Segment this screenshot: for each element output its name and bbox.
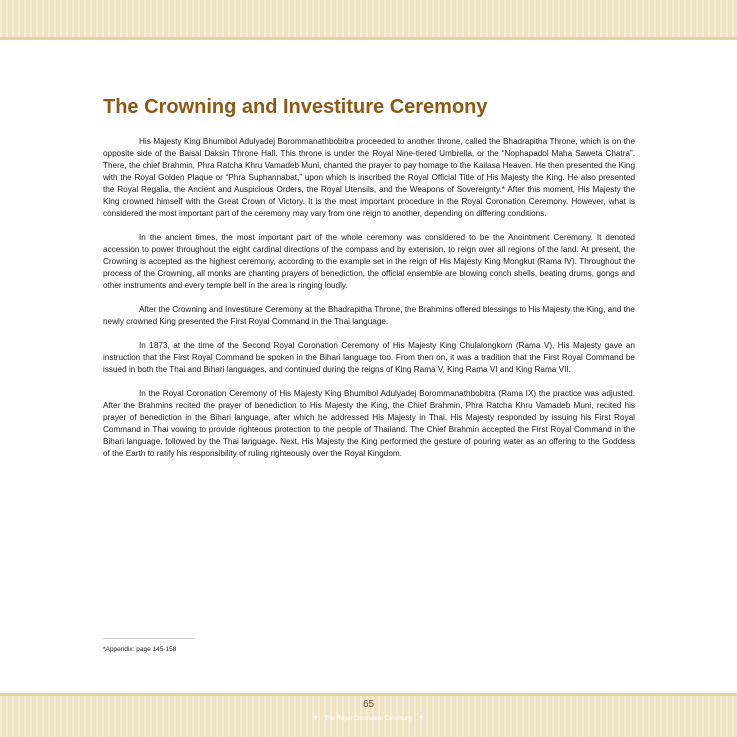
paragraph-4: In 1873, at the time of the Second Royal Coronation Ceremony of His Majesty King Chulalongkorn (Rama V), His Majesty gave an instruction that the First Royal Command be spoken in the Bihari language too. From then on, it was a tradition that the First Royal Command be issued in both the Thai and Bihari languages, and continued during the reigns of King Rama V, King Rama VI and King Rama VII. <box>103 341 635 374</box>
bottom-band-edge <box>0 693 737 696</box>
running-title <box>0 713 737 722</box>
footnote-rule <box>103 638 195 639</box>
top-band-edge <box>0 37 737 40</box>
page-title: The Crowning and Investiture Ceremony <box>103 96 488 118</box>
footnote: *Appendix: page 145-158 <box>103 646 177 653</box>
ornament-left-icon: ✦ <box>312 713 320 722</box>
ornament-right-icon: ✦ <box>417 713 425 722</box>
paragraph-2: In the ancient times, the most important part of the whole ceremony was considered to be the Anointment Ceremony. It denoted accession to power throughout the eight cardinal directions of the compass and by extension, to reign over all regions of the land. At present, the Crowning is accepted as the highest ceremony, according to the example set in the reign of His Majesty King Mongkut (Rama IV). Throughout the process of the Crowning, all monks are chanting prayers of benediction, the official ensemble are blowing conch shells, beating drums, gongs and other instruments and every temple bell in the area is ringing loudly. <box>103 233 635 290</box>
paragraph-1: His Majesty King Bhumibol Adulyadej Borommanathbobitra proceeded to another throne, called the Bhadrapitha Throne, which is on the opposite side of the Baisal Daksin Throne Hall. This throne is under the Royal Nine-tiered Umbrella, or the “Nophapadol Maha Saweta Chatra”. There, the chief Brahmin, Phra Ratcha Khru Vamadeb Muni, chanted the prayer to pay homage to the Kailasa Heaven. He then presented the King with the Royal Golden Plaque or “Phra Suphannabat,” upon which is inscribed the Royal Official Title of His Majesty the King. He also presented the Royal Regalia, the Ancient and Auspicious Orders, the Royal Utensils, and the Weapons of Sovereignty.* After this moment, His Majesty the King crowned himself with the Great Crown of Victory. It is the most important procedure in the Royal Coronation Ceremony. However, what is considered the most important part of the ceremony may vary from one reign to another, depending on differing conditions. <box>103 137 635 218</box>
paragraph-5: In the Royal Coronation Ceremony of His Majesty King Bhumibol Adulyadej Borommanathbobitra (Rama IX) the practice was adjusted. After the Brahmins recited the prayer of benediction to His Majesty the King, the Chief Brahmin, Phra Ratcha Khru Vamadeb Muni, recited his prayer of benediction in the Bihari language, after which he addressed His Majesty in Thai. His Majesty responded by issuing his First Royal Command in Thai vowing to provide righteous protection to the people of Thailand. The Chief Brahmin accepted the First Royal Command in the Bihari language, followed by the Thai language. Next, His Majesty the King performed the gesture of pouring water as an offering to the Goddess of the Earth to ratify his responsibility of ruling righteously over the Royal Kingdom. <box>103 389 635 458</box>
body-text <box>103 136 635 472</box>
top-decorative-band <box>0 0 737 40</box>
paragraph-3: After the Crowning and Investiture Ceremony at the Bhadrapitha Throne, the Brahmins offered blessings to His Majesty the King, and the newly crowned King presented the First Royal Command in the Thai language. <box>103 305 635 326</box>
page-number: 65 <box>362 699 375 710</box>
running-title-text: The Royal Coronation Ceremony <box>324 716 413 722</box>
